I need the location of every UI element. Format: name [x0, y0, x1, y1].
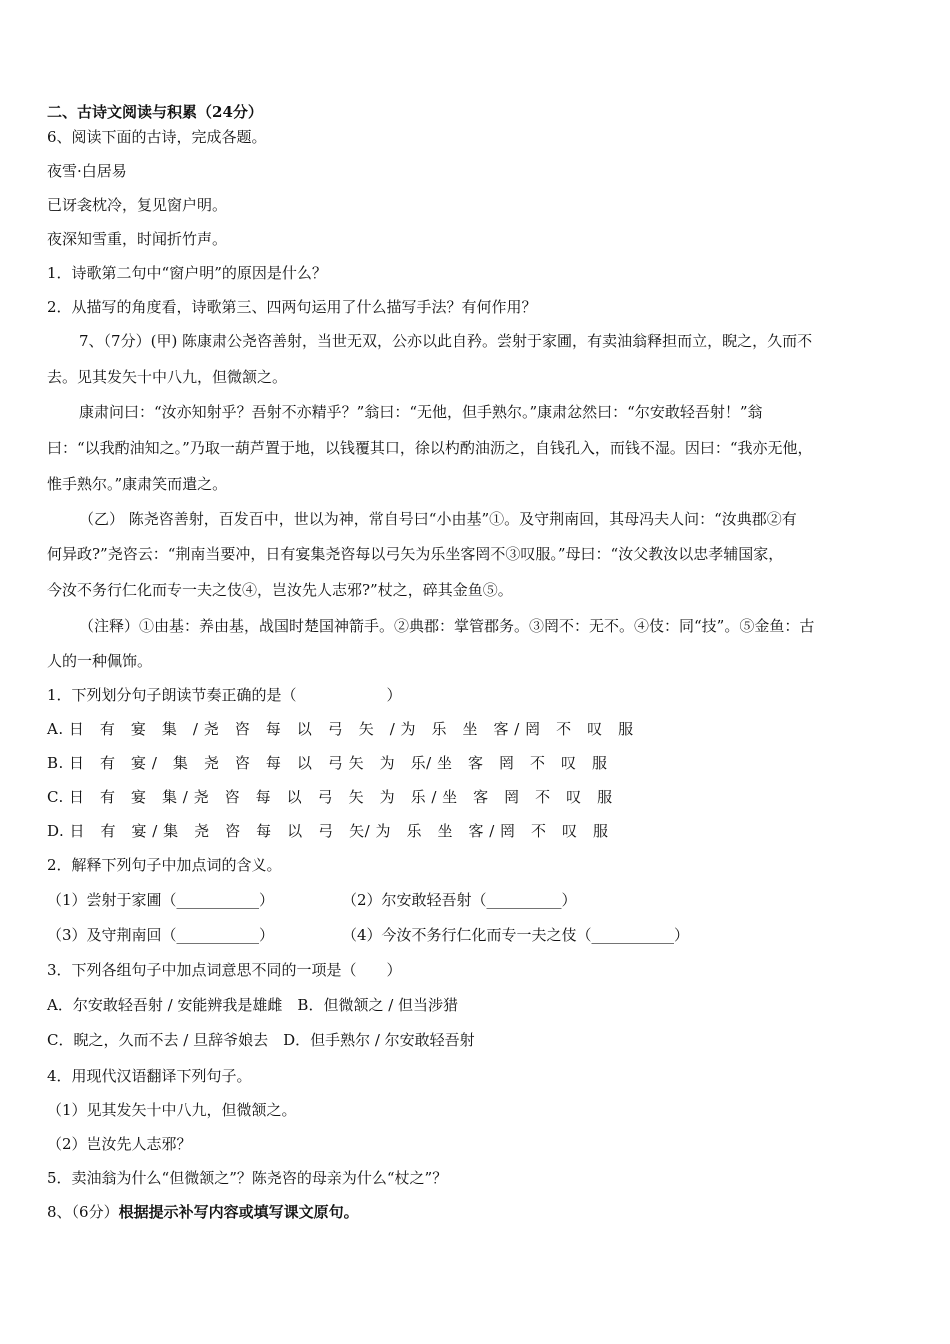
q7-sub-5: 5．卖油翁为什么“但微颔之”？陈尧咨的母亲为什么“杖之”？	[47, 1169, 448, 1187]
q6-sub-1: 1．诗歌第二句中“窗户明”的原因是什么？	[47, 264, 327, 282]
q7-passage-b-line-2: 何异政?”尧咨云：“荆南当要冲，日有宴集尧咨每以弓矢为乐坐客罔不③叹服。”母曰：“汝父教汝以忠孝辅国家，	[47, 545, 784, 563]
q8-instruction: 根据提示补写内容或填写课文原句。	[118, 1203, 359, 1221]
q7-sub-4: 4．用现代汉语翻译下列句子。	[47, 1067, 252, 1085]
q7-notes-line-2: 人的一种佩饰。	[47, 652, 153, 670]
q6-intro: 6、阅读下面的古诗，完成各题。	[47, 128, 267, 146]
q7-sub-2-item-4: （4）今汝不务行仁化而专一夫之伎（___________）	[342, 926, 690, 944]
q7-sub-3-options-ab: A．尔安敢轻吾射 / 安能辨我是雄雌 B．但微颔之 / 但当涉猎	[47, 996, 459, 1014]
q7-notes-line-1: （注释）①由基：养由基，战国时楚国神箭手。②典郡：掌管郡务。③罔不：无不。④伎：同“技”。⑤金鱼：古	[79, 617, 815, 635]
q7-passage-a-line-5: 惟手熟尔。”康肃笑而遣之。	[47, 475, 228, 493]
q7-sub-3-options-cd: C．睨之，久而不去 / 旦辞爷娘去 D．但手熟尔 / 尔安敢轻吾射	[47, 1031, 475, 1049]
q7-sub-2-item-3: （3）及守荆南回（___________）	[47, 926, 275, 944]
q7-passage-a-line-4: 曰：“以我酌油知之。”乃取一葫芦置于地，以钱覆其口，徐以杓酌油沥之，自钱孔入，而钱不湿。因曰：“我亦无他，	[47, 439, 813, 457]
q7-sub-2: 2．解释下列句子中加点词的含义。	[47, 856, 282, 874]
q7-passage-a-line-1: 7、（7分）(甲) 陈康肃公尧咨善射，当世无双，公亦以此自矜。尝射于家圃，有卖油翁释担而立，睨之，久而不	[79, 332, 813, 350]
q7-passage-b-line-1: （乙） 陈尧咨善射，百发百中，世以为神，常自号曰“小由基”①。及守荆南回，其母冯夫人问：“汝典郡②有	[79, 510, 797, 528]
section-title: 二、古诗文阅读与积累（24分）	[47, 103, 263, 121]
poem-line-1: 已讶衾枕冷，复见窗户明。	[47, 196, 228, 214]
q7-sub-3: 3．下列各组句子中加点词意思不同的一项是（ ）	[47, 961, 402, 979]
q7-passage-a-line-3: 康肃问曰：“汝亦知射乎？吾射不亦精乎？”翁曰：“无他，但手熟尔。”康肃忿然曰：“尔安敢轻吾射！”翁	[79, 403, 763, 421]
q7-passage-a-line-2: 去。见其发矢十中八九，但微颔之。	[47, 368, 288, 386]
option-c: C. 日 有 宴 集 / 尧 咨 每 以 弓 矢 为 乐 / 坐 客 罔 不 叹 服	[47, 788, 613, 806]
poem-line-2: 夜深知雪重，时闻折竹声。	[47, 230, 228, 248]
q7-sub-4-item-1: （1）见其发矢十中八九，但微颔之。	[47, 1101, 297, 1119]
q8-heading	[47, 1202, 359, 1222]
option-a: A. 日 有 宴 集 / 尧 咨 每 以 弓 矢 / 为 乐 坐 客 / 罔 不 叹 服	[47, 720, 634, 738]
q7-sub-2-item-2: （2）尔安敢轻吾射（__________）	[342, 891, 577, 909]
q7-passage-b-line-3: 今汝不务行仁化而专一夫之伎④，岂汝先人志邪?”杖之，碎其金鱼⑤。	[47, 581, 513, 599]
q7-sub-4-item-2: （2）岂汝先人志邪？	[47, 1135, 192, 1153]
option-d: D. 日 有 宴 / 集 尧 咨 每 以 弓 矢/ 为 乐 坐 客 / 罔 不 叹 服	[47, 822, 609, 840]
poem-title: 夜雪·白居易	[47, 162, 127, 180]
q8-number: 8、（6分）	[47, 1203, 119, 1221]
q7-sub-2-item-1: （1）尝射于家圃（___________）	[47, 891, 275, 909]
option-b: B. 日 有 宴 / 集 尧 咨 每 以 弓 矢 为 乐/ 坐 客 罔 不 叹 服	[47, 754, 608, 772]
q6-sub-2: 2．从描写的角度看，诗歌第三、四两句运用了什么描写手法？有何作用？	[47, 298, 537, 316]
q7-sub-1: 1．下列划分句子朗读节奏正确的是（ ）	[47, 686, 402, 704]
